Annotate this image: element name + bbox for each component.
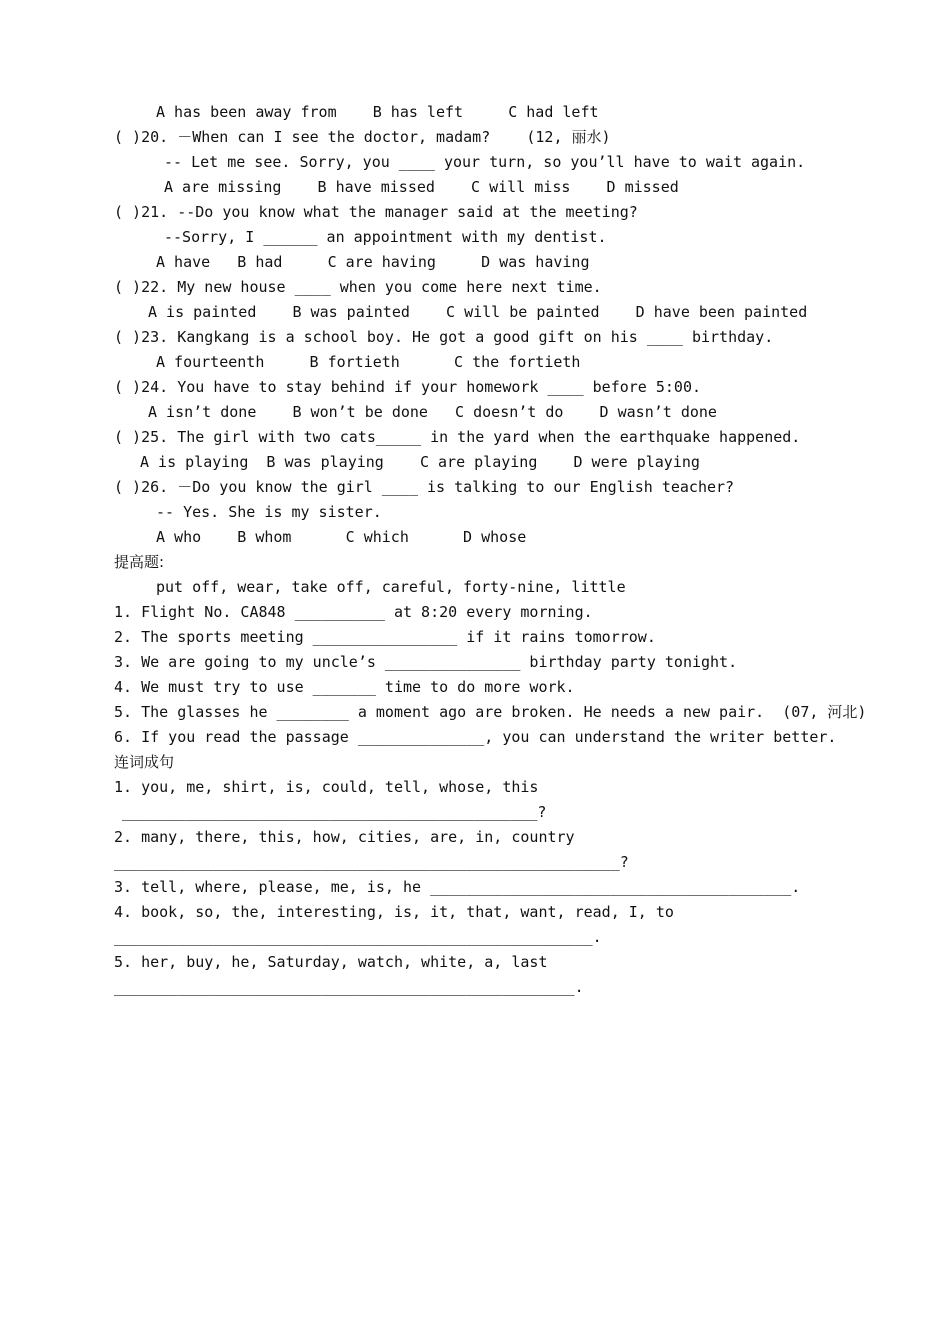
reorder-answer-line-1: ______________________________________________? [122, 803, 547, 821]
q24-question: ( )24. You have to stay behind if your homework ____ before 5:00. [114, 378, 701, 396]
reorder-item-1: 1. you, me, shirt, is, could, tell, whose, this [114, 778, 539, 796]
q26-options: A who B whom C which D whose [156, 528, 527, 546]
q23-options: A fourteenth B fortieth C the fortieth [156, 353, 581, 371]
reorder-answer-line-5: ___________________________________________________. [114, 978, 584, 996]
q21-question: ( )21. --Do you know what the manager said at the meeting? [114, 203, 638, 221]
q25-options: A is playing B was playing C are playing D were playing [140, 453, 700, 471]
q26-question: ( )26. －Do you know the girl ____ is talking to our English teacher? [114, 478, 735, 496]
q20-options: A are missing B have missed C will miss D missed [164, 178, 679, 196]
q22-options: A is painted B was painted C will be painted D have been painted [148, 303, 808, 321]
q21-options: A have B had C are having D was having [156, 253, 590, 271]
q22-question: ( )22. My new house ____ when you come here next time. [114, 278, 602, 296]
q20-question: ( )20. －When can I see the doctor, madam? (12, 丽水) [114, 128, 611, 146]
reorder-answer-line-4: _____________________________________________________. [114, 928, 602, 946]
q23-question: ( )23. Kangkang is a school boy. He got a good gift on his ____ birthday. [114, 328, 774, 346]
reorder-item-3: 3. tell, where, please, me, is, he ________________________________________. [114, 878, 801, 896]
q19-options: A has been away from B has left C had left [156, 103, 599, 121]
reorder-answer-line-2: ________________________________________________________? [114, 853, 629, 871]
word-bank: put off, wear, take off, careful, forty-nine, little [156, 578, 626, 596]
section-heading-sentence-building: 连词成句 [114, 753, 175, 771]
fill-item-5: 5. The glasses he ________ a moment ago are broken. He needs a new pair. (07, 河北) [114, 703, 867, 721]
q20-dialogue: -- Let me see. Sorry, you ____ your turn, so you’ll have to wait again. [164, 153, 806, 171]
q21-dialogue: --Sorry, I ______ an appointment with my dentist. [164, 228, 607, 246]
q26-dialogue: -- Yes. She is my sister. [156, 503, 382, 521]
fill-item-3: 3. We are going to my uncle’s _______________ birthday party tonight. [114, 653, 738, 671]
q24-options: A isn’t done B won’t be done C doesn’t do D wasn’t done [148, 403, 717, 421]
reorder-item-5: 5. her, buy, he, Saturday, watch, white, a, last [114, 953, 548, 971]
fill-item-1: 1. Flight No. CA848 __________ at 8:20 every morning. [114, 603, 593, 621]
section-heading-advanced: 提高题: [114, 553, 165, 571]
reorder-item-2: 2. many, there, this, how, cities, are, in, country [114, 828, 575, 846]
q25-question: ( )25. The girl with two cats_____ in the yard when the earthquake happened. [114, 428, 801, 446]
reorder-item-4: 4. book, so, the, interesting, is, it, that, want, read, I, to [114, 903, 674, 921]
fill-item-2: 2. The sports meeting ________________ if it rains tomorrow. [114, 628, 656, 646]
fill-item-6: 6. If you read the passage ______________, you can understand the writer better. [114, 728, 837, 746]
fill-item-4: 4. We must try to use _______ time to do more work. [114, 678, 575, 696]
